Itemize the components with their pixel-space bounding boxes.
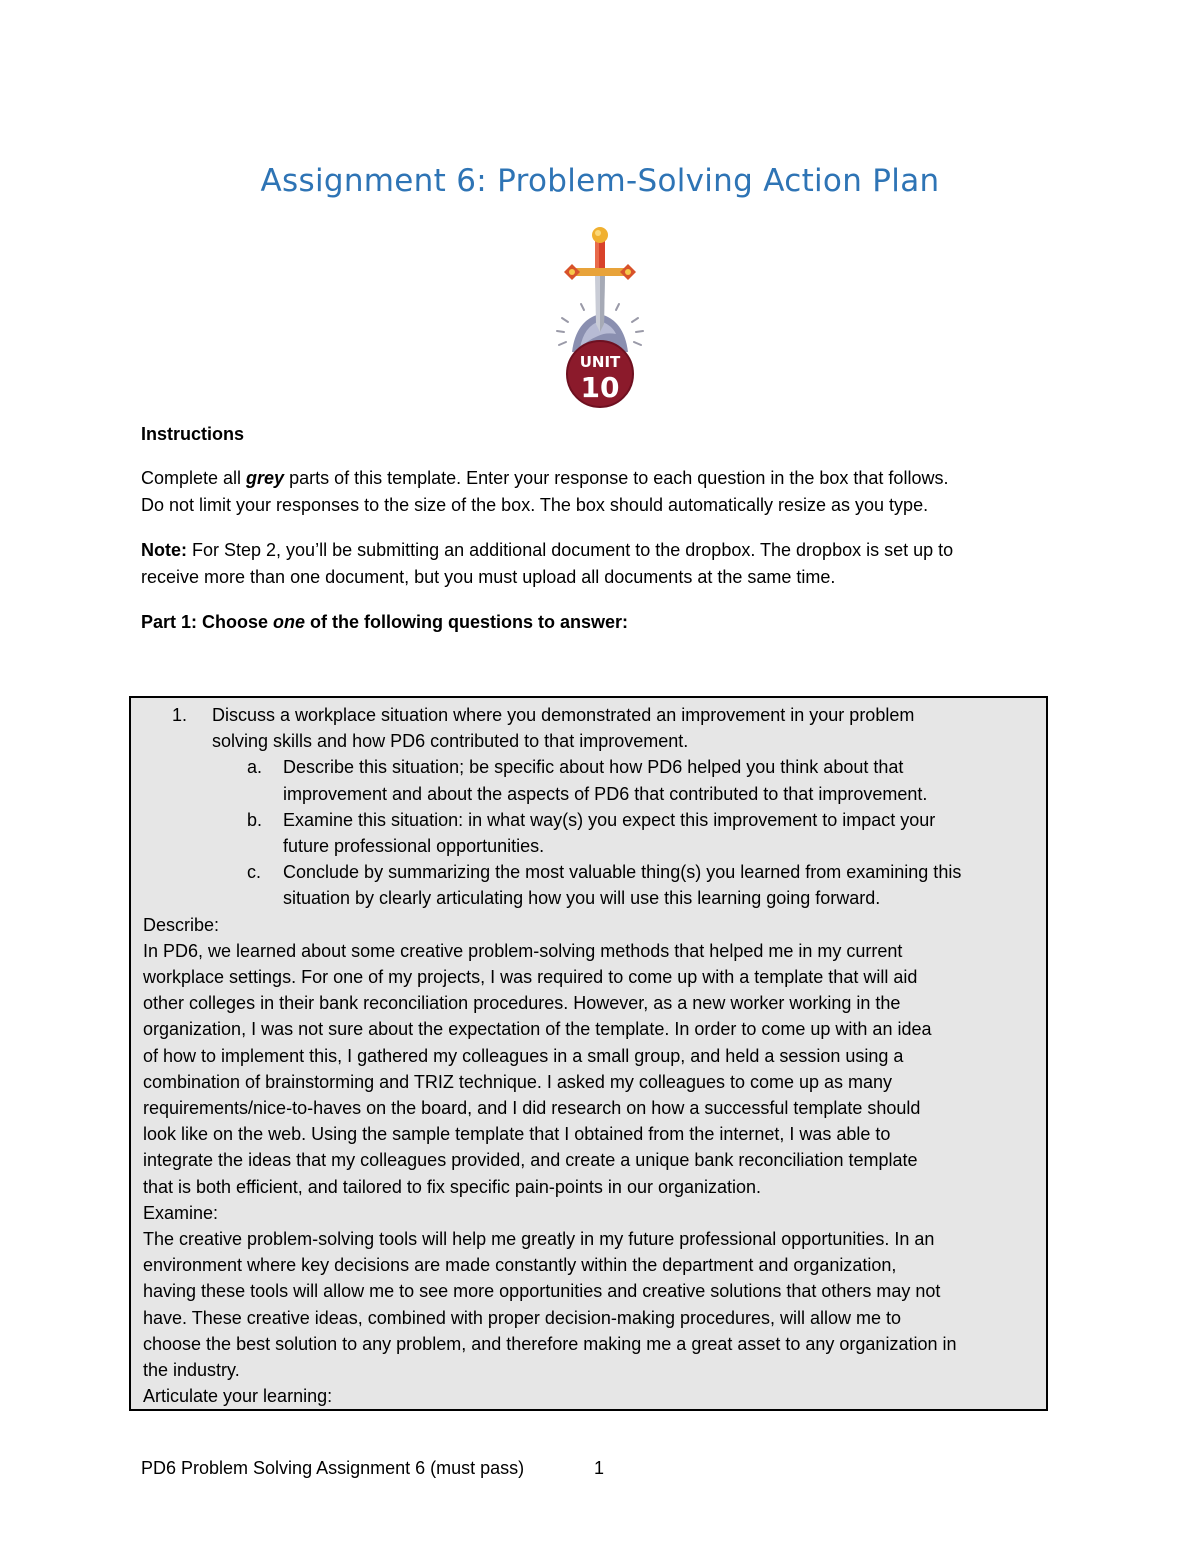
note-text: For Step 2, you’ll be submitting an additional document to the dropbox. The dropbox is set up to	[187, 540, 954, 560]
response-line: organization, I was not sure about the expectation of the template. In order to come up with an idea	[143, 1019, 932, 1040]
note-text: receive more than one document, but you must upload all documents at the same time.	[141, 567, 836, 587]
response-line: of how to implement this, I gathered my colleagues in a small group, and held a session using a	[143, 1045, 904, 1066]
page-number: 1	[594, 1458, 605, 1478]
response-line: choose the best solution to any problem, and therefore making me a great asset to any organization in	[143, 1333, 957, 1354]
articulate-label: Articulate your learning:	[143, 1386, 333, 1407]
subquestion-text: improvement and about the aspects of PD6 that contributed to that improvement.	[283, 783, 928, 804]
question-text: Discuss a workplace situation where you demonstrated an improvement in your problem	[212, 705, 915, 725]
subquestion-text: future professional opportunities.	[283, 836, 545, 857]
response-line: integrate the ideas that my colleagues provided, and create a unique bank reconciliation template	[143, 1150, 918, 1171]
subquestion-text: Conclude by summarizing the most valuable thing(s) you learned from examining this	[283, 862, 962, 883]
note-paragraph	[141, 537, 1061, 591]
response-line: having these tools will allow me to see more opportunities and creative solutions that others may not	[143, 1281, 941, 1302]
response-line: the industry.	[143, 1360, 240, 1381]
examine-response[interactable]	[143, 1226, 1043, 1383]
subquestion-label: a.	[247, 757, 263, 778]
examine-label: Examine:	[143, 1202, 219, 1223]
instructions-text: Do not limit your responses to the size of the box. The box should automatically resize as you type.	[141, 495, 929, 515]
describe-label: Describe:	[143, 914, 220, 935]
instructions-text: parts of this template. Enter your response to each question in the box that follows.	[284, 468, 949, 488]
response-line: combination of brainstorming and TRIZ technique. I asked my colleagues to come up as many	[143, 1071, 893, 1092]
instructions-paragraph	[141, 465, 1061, 519]
response-box[interactable]	[129, 696, 1048, 1411]
question-text: solving skills and how PD6 contributed to that improvement.	[212, 731, 689, 752]
response-line: look like on the web. Using the sample template that I obtained from the internet, I was able to	[143, 1124, 891, 1145]
subquestion-a	[143, 754, 1043, 806]
instructions-heading: Instructions	[141, 424, 245, 444]
subquestion-label: b.	[247, 809, 263, 830]
instructions-emphasis: grey	[246, 468, 285, 488]
sword-in-stone-unit-badge-icon	[550, 224, 650, 414]
subquestion-label: c.	[247, 862, 262, 883]
part1-text: Part 1: Choose	[141, 612, 274, 632]
subquestion-text: Describe this situation; be specific about how PD6 helped you think about that	[283, 757, 904, 778]
part1-text: of the following questions to answer:	[305, 612, 629, 632]
response-line: other colleges in their bank reconciliation procedures. However, as a new worker working in the	[143, 993, 901, 1014]
note-label: Note:	[141, 540, 187, 560]
response-content[interactable]	[143, 702, 1043, 1409]
response-line: that is both efficient, and tailored to fix specific pain-points in our organization.	[143, 1176, 762, 1197]
part1-emphasis: one	[273, 612, 306, 632]
response-line: requirements/nice-to-haves on the board, and I did research on how a successful template should	[143, 1098, 921, 1119]
page-footer: PD6 Problem Solving Assignment 6 (must pass)	[141, 1458, 525, 1478]
response-line: workplace settings. For one of my projects, I was required to come up with a template that will aid	[143, 967, 918, 988]
page-title: Assignment 6: Problem-Solving Action Plan	[260, 163, 940, 199]
badge-line1: UNIT	[579, 353, 621, 371]
question-1	[143, 702, 1043, 754]
badge-line2: 10	[580, 371, 620, 404]
response-line: In PD6, we learned about some creative problem-solving methods that helped me in my current	[143, 940, 903, 961]
describe-response[interactable]	[143, 938, 1043, 1200]
subquestion-text: situation by clearly articulating how you will use this learning going forward.	[283, 888, 881, 909]
instructions-text: Complete all	[141, 468, 247, 488]
response-line: The creative problem-solving tools will help me greatly in my future professional opportunities. In an	[143, 1229, 935, 1250]
subquestion-b	[143, 807, 1043, 859]
response-line: have. These creative ideas, combined with proper decision-making procedures, will allow me to	[143, 1307, 902, 1328]
part1-heading	[141, 609, 1061, 636]
subquestion-text: Examine this situation: in what way(s) you expect this improvement to impact your	[283, 809, 936, 830]
response-line: environment where key decisions are made constantly within the department and organization,	[143, 1255, 897, 1276]
question-number: 1.	[172, 705, 188, 725]
subquestion-c	[143, 859, 1043, 911]
unit-logo	[550, 224, 650, 414]
